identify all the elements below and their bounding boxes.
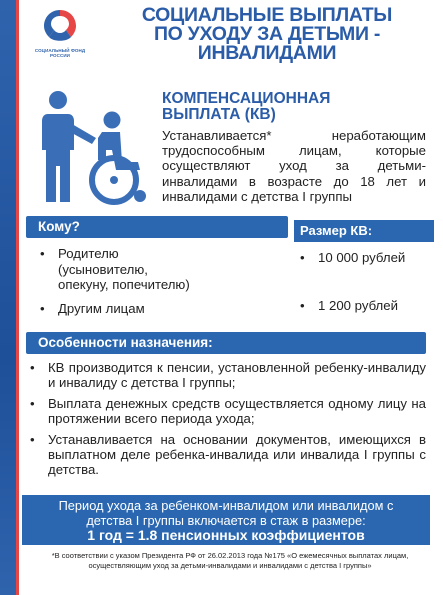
list-item: • 10 000 рублей bbox=[300, 250, 406, 265]
kv-description: Устанавливается* неработающим трудоспособным лицам, которые осуществляют уход за детьми-инвалидами в возрасте до 18 лет и инвалидами с детства I группы bbox=[162, 128, 426, 204]
list-item: • 1 200 рублей bbox=[300, 297, 398, 313]
logo bbox=[30, 8, 90, 64]
caregiver-wheelchair-icon bbox=[34, 90, 152, 208]
features-list bbox=[30, 360, 426, 483]
bullet-icon: • bbox=[300, 250, 305, 265]
recipients-header: Кому? bbox=[26, 216, 288, 238]
recipients-list bbox=[40, 246, 270, 316]
kv-title-line-2: ВЫПЛАТА (КВ) bbox=[162, 106, 276, 123]
bullet-icon: • bbox=[30, 396, 35, 411]
title-line-3: ИНВАЛИДАМИ bbox=[197, 42, 337, 64]
left-decorative-bar bbox=[0, 0, 16, 595]
features-header: Особенности назначения: bbox=[26, 332, 426, 354]
period-info-box bbox=[22, 495, 430, 545]
amount-header: Размер КВ: bbox=[294, 220, 434, 242]
bullet-icon: • bbox=[40, 300, 45, 316]
title-line-1: СОЦИАЛЬНЫЕ ВЫПЛАТЫ bbox=[141, 4, 393, 26]
list-item: • КВ производится к пенсии, установленной ребенку-инвалиду и инвалиду с детства I группы; bbox=[30, 360, 426, 390]
kv-title-line-1: КОМПЕНСАЦИОННАЯ bbox=[162, 90, 331, 107]
amount-list bbox=[300, 250, 440, 313]
list-item: • Другим лицам bbox=[40, 300, 145, 316]
list-item: • Выплата денежных средств осуществляется одному лицу на протяжении всего периода ухода; bbox=[30, 396, 426, 426]
bullet-icon: • bbox=[300, 297, 305, 313]
bullet-icon: • bbox=[30, 360, 35, 375]
bullet-icon: • bbox=[30, 432, 35, 447]
kv-title bbox=[162, 91, 412, 123]
list-item: • Родителю (усыновителю, опекуну, попечителю) bbox=[40, 246, 190, 292]
title-line-2: ПО УХОДУ ЗА ДЕТЬМИ - bbox=[153, 23, 381, 45]
logo-text: СОЦИАЛЬНЫЙ ФОНД РОССИИ bbox=[34, 48, 86, 58]
period-line-1: Период ухода за ребенком-инвалидом или инвалидом с bbox=[58, 498, 394, 513]
sfr-logo-icon bbox=[40, 8, 80, 46]
page-title bbox=[112, 6, 422, 63]
bullet-icon: • bbox=[40, 246, 45, 261]
period-coefficient: 1 год = 1.8 пенсионных коэффициентов bbox=[87, 527, 365, 543]
footnote: *В соответствии с указом Президента РФ от 26.02.2013 года №175 «О ежемесячных выплатах лицам, осуществляющим уход за детьми-инвалидами и инвалидами с детства I группы» bbox=[51, 551, 409, 570]
period-line-2: детства I группы включается в стаж в размере: bbox=[86, 512, 366, 528]
left-accent-stripe bbox=[16, 0, 19, 595]
list-item: • Устанавливается на основании документов, имеющихся в выплатном деле ребенка-инвалида или инвалида I группы с детства. bbox=[30, 432, 426, 477]
